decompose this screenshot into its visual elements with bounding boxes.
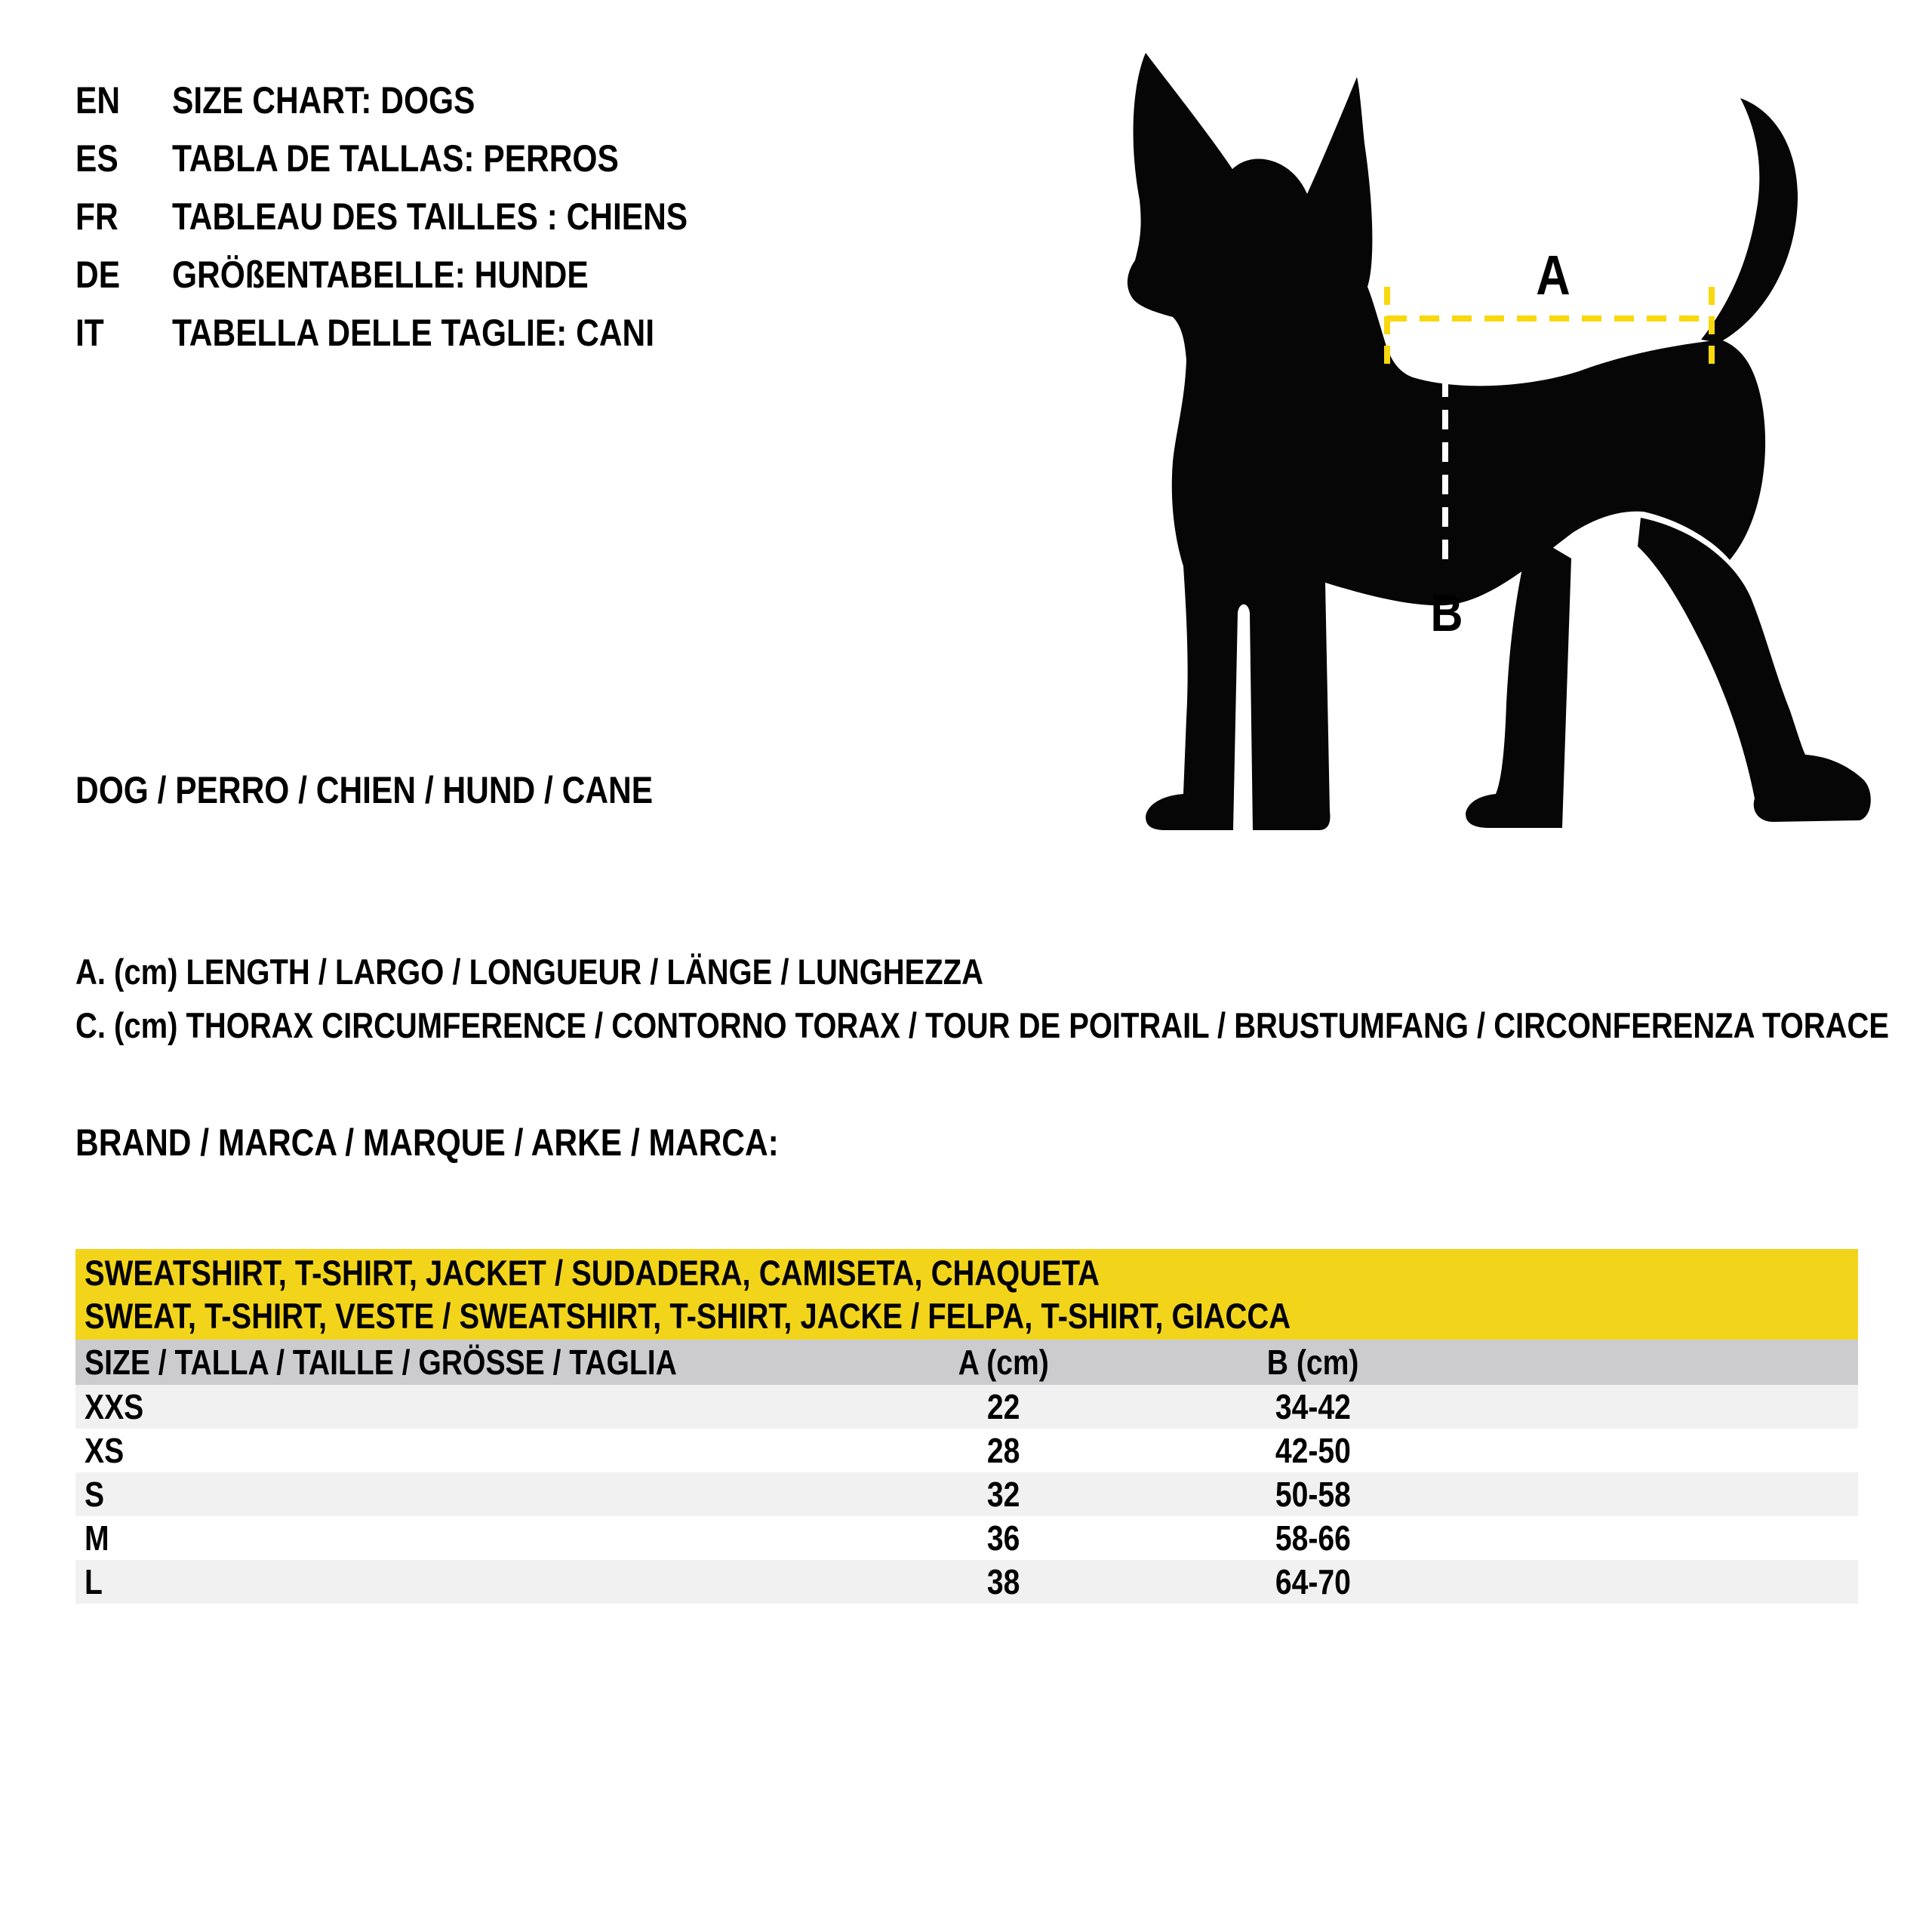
lang-label: TABELLA DELLE TAGLIE: CANI xyxy=(172,311,655,354)
dog-body-shape xyxy=(1128,53,1765,830)
table-row xyxy=(75,1560,1858,1604)
lang-label: SIZE CHART: DOGS xyxy=(172,78,475,122)
lang-code: ES xyxy=(75,137,118,180)
cell-b: 58-66 xyxy=(1275,1518,1352,1558)
dog-tail-shape xyxy=(1701,98,1798,343)
lang-row-en xyxy=(75,71,779,129)
cell-b: 64-70 xyxy=(1275,1562,1352,1601)
banner-line-1: SWEATSHIRT, T-SHIRT, JACKET / SUDADERA, CAMISETA, CHAQUETA xyxy=(85,1253,1100,1293)
lang-label: TABLA DE TALLAS: PERROS xyxy=(172,137,619,180)
lang-code: DE xyxy=(75,253,121,296)
lang-code: FR xyxy=(75,195,118,238)
col-header-size: SIZE / TALLA / TAILLE / GRÖSSE / TAGLIA xyxy=(85,1343,677,1382)
cell-a: 22 xyxy=(987,1387,1020,1426)
lang-row-de xyxy=(75,245,779,303)
dog-hind-leg-far xyxy=(1638,518,1871,822)
lang-row-it xyxy=(75,303,779,361)
size-table xyxy=(75,1249,1858,1604)
table-row xyxy=(75,1472,1858,1516)
cell-size: L xyxy=(85,1562,103,1601)
brand-line: BRAND / MARCA / MARQUE / ARKE / MARCA: xyxy=(75,1121,779,1164)
measure-a-label: A xyxy=(1536,244,1571,307)
lang-code: EN xyxy=(75,78,121,122)
cell-b: 42-50 xyxy=(1275,1431,1352,1470)
lang-code: IT xyxy=(75,311,104,354)
cell-size: M xyxy=(85,1518,109,1558)
lang-label: TABLEAU DES TAILLES : CHIENS xyxy=(172,195,688,238)
col-header-b: B (cm) xyxy=(1267,1343,1359,1382)
lang-row-es xyxy=(75,129,779,187)
measurement-legend-a: A. (cm) LENGTH / LARGO / LONGUEUR / LÄNGE / LUNGHEZZA xyxy=(75,952,983,992)
table-banner xyxy=(75,1249,1858,1340)
cell-b: 50-58 xyxy=(1275,1475,1352,1514)
table-row xyxy=(75,1516,1858,1560)
lang-label: GRÖßENTABELLE: HUNDE xyxy=(172,253,589,296)
language-title-block xyxy=(75,71,779,361)
cell-a: 36 xyxy=(987,1518,1020,1558)
dog-silhouette-svg xyxy=(1079,38,1909,845)
dog-measurement-figure xyxy=(1079,38,1909,845)
cell-a: 38 xyxy=(987,1562,1020,1601)
measure-b-label: B xyxy=(1430,583,1463,643)
cell-size: XXS xyxy=(85,1387,144,1426)
figure-caption: DOG / PERRO / CHIEN / HUND / CANE xyxy=(75,769,654,811)
table-header-row xyxy=(75,1340,1858,1385)
cell-b: 34-42 xyxy=(1275,1387,1352,1426)
measurement-legend-c: C. (cm) THORAX CIRCUMFERENCE / CONTORNO TORAX / TOUR DE POITRAIL / BRUSTUMFANG / CIRCONFERENZA TORACE xyxy=(75,1005,1890,1045)
banner-line-2: SWEAT, T-SHIRT, VESTE / SWEATSHIRT, T-SHIRT, JACKE / FELPA, T-SHIRT, GIACCA xyxy=(85,1296,1291,1336)
cell-size: XS xyxy=(85,1431,125,1470)
table-row xyxy=(75,1385,1858,1429)
cell-a: 32 xyxy=(987,1475,1020,1514)
lang-row-fr xyxy=(75,187,779,245)
table-row xyxy=(75,1429,1858,1472)
col-header-a: A (cm) xyxy=(958,1343,1050,1382)
cell-size: S xyxy=(85,1475,105,1514)
cell-a: 28 xyxy=(987,1431,1020,1470)
